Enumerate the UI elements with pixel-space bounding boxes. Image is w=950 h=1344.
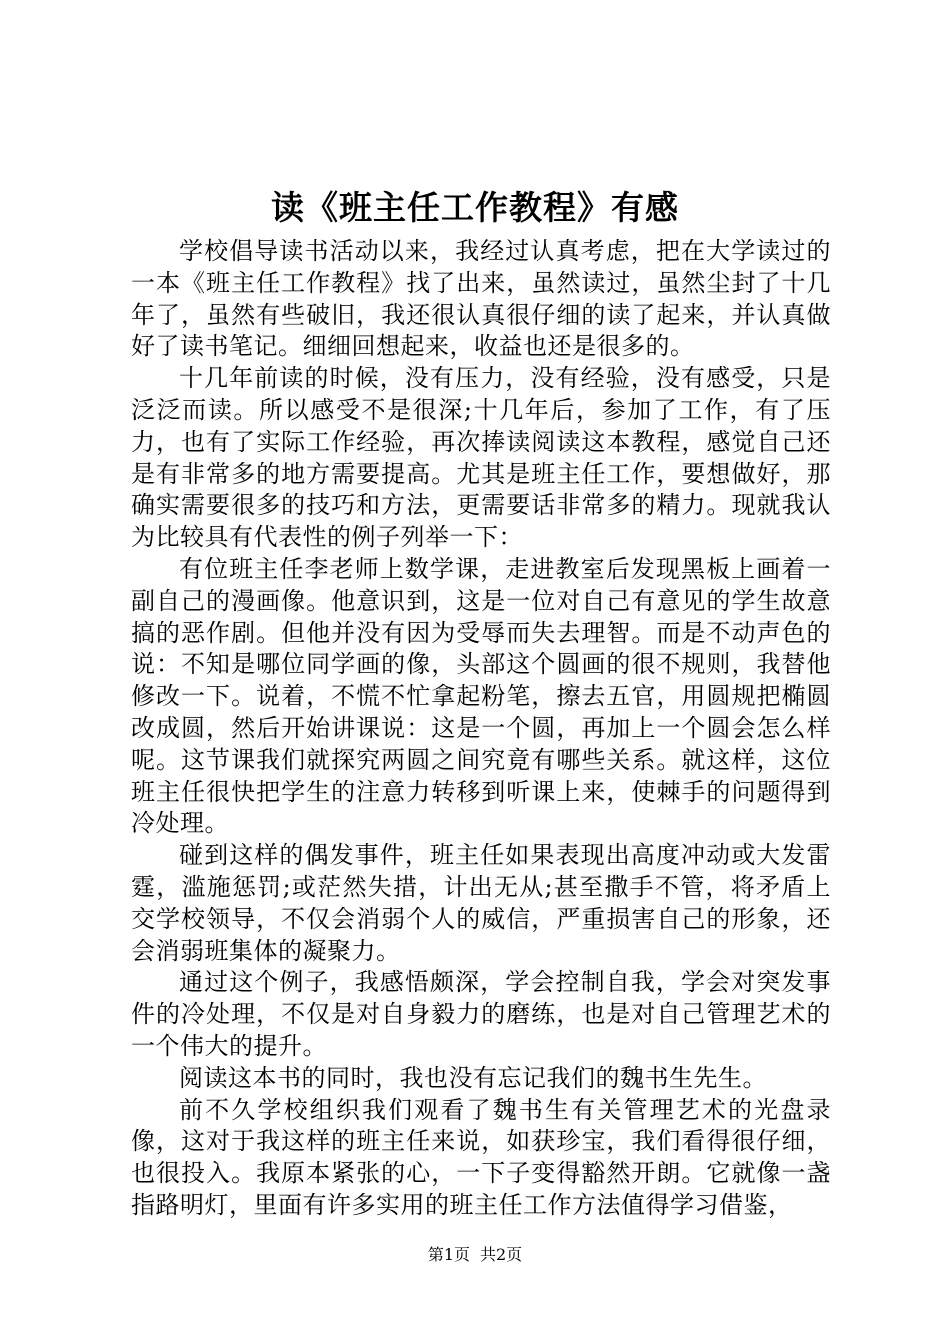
- page-footer: [0, 1245, 950, 1265]
- paragraph: 碰到这样的偶发事件，班主任如果表现出高度冲动或大发雷霆，滥施惩罚;或茫然失措，计出无从;甚至撒手不管，将矛盾上交学校领导，不仅会消弱个人的威信，严重损害自己的形象，还会消弱班集体的凝聚力。: [131, 841, 831, 965]
- paragraph: 学校倡导读书活动以来，我经过认真考虑，把在大学读过的一本《班主任工作教程》找了出来，虽然读过，虽然尘封了十几年了，虽然有些破旧，我还很认真很仔细的读了起来，并认真做好了读书笔记。细细回想起来，收益也还是很多的。: [131, 237, 831, 361]
- paragraph: 阅读这本书的同时，我也没有忘记我们的魏书生先生。: [179, 1063, 767, 1092]
- paragraph: 通过这个例子，我感悟颇深，学会控制自我，学会对突发事件的冷处理，不仅是对自身毅力的磨练，也是对自己管理艺术的一个伟大的提升。: [131, 968, 831, 1060]
- paragraph: 前不久学校组织我们观看了魏书生有关管理艺术的光盘录像，这对于我这样的班主任来说，如获珍宝，我们看得很仔细，也很投入。我原本紧张的心，一下子变得豁然开朗。它就像一盏指路明灯，里面有许多实用的班主任工作方法值得学习借鉴，: [131, 1095, 831, 1219]
- paragraph: 十几年前读的时候，没有压力，没有经验，没有感受，只是泛泛而读。所以感受不是很深;十几年后，参加了工作，有了压力，也有了实际工作经验，再次捧读阅读这本教程，感觉自己还是有非常多的地方需要提高。尤其是班主任工作，要想做好，那确实需要很多的技巧和方法，更需要话非常多的精力。现就我认为比较具有代表性的例子列举一下：: [131, 364, 831, 552]
- page-number: 第1页: [427, 1245, 470, 1264]
- page-total: 共2页: [480, 1245, 523, 1264]
- paragraph: 有位班主任李老师上数学课，走进教室后发现黑板上画着一副自己的漫画像。他意识到，这是一位对自己有意见的学生故意搞的恶作剧。但他并没有因为受辱而失去理智。而是不动声色的说：不知是哪位同学画的像，头部这个圆画的很不规则，我替他修改一下。说着，不慌不忙拿起粉笔，擦去五官，用圆规把椭圆改成圆，然后开始讲课说：这是一个圆，再加上一个圆会怎么样呢。这节课我们就探究两圆之间究竟有哪些关系。就这样，这位班主任很快把学生的注意力转移到听课上来，使棘手的问题得到冷处理。: [131, 554, 831, 838]
- document-body: [131, 236, 831, 1222]
- document-title: 读《班主任工作教程》有感: [271, 188, 679, 227]
